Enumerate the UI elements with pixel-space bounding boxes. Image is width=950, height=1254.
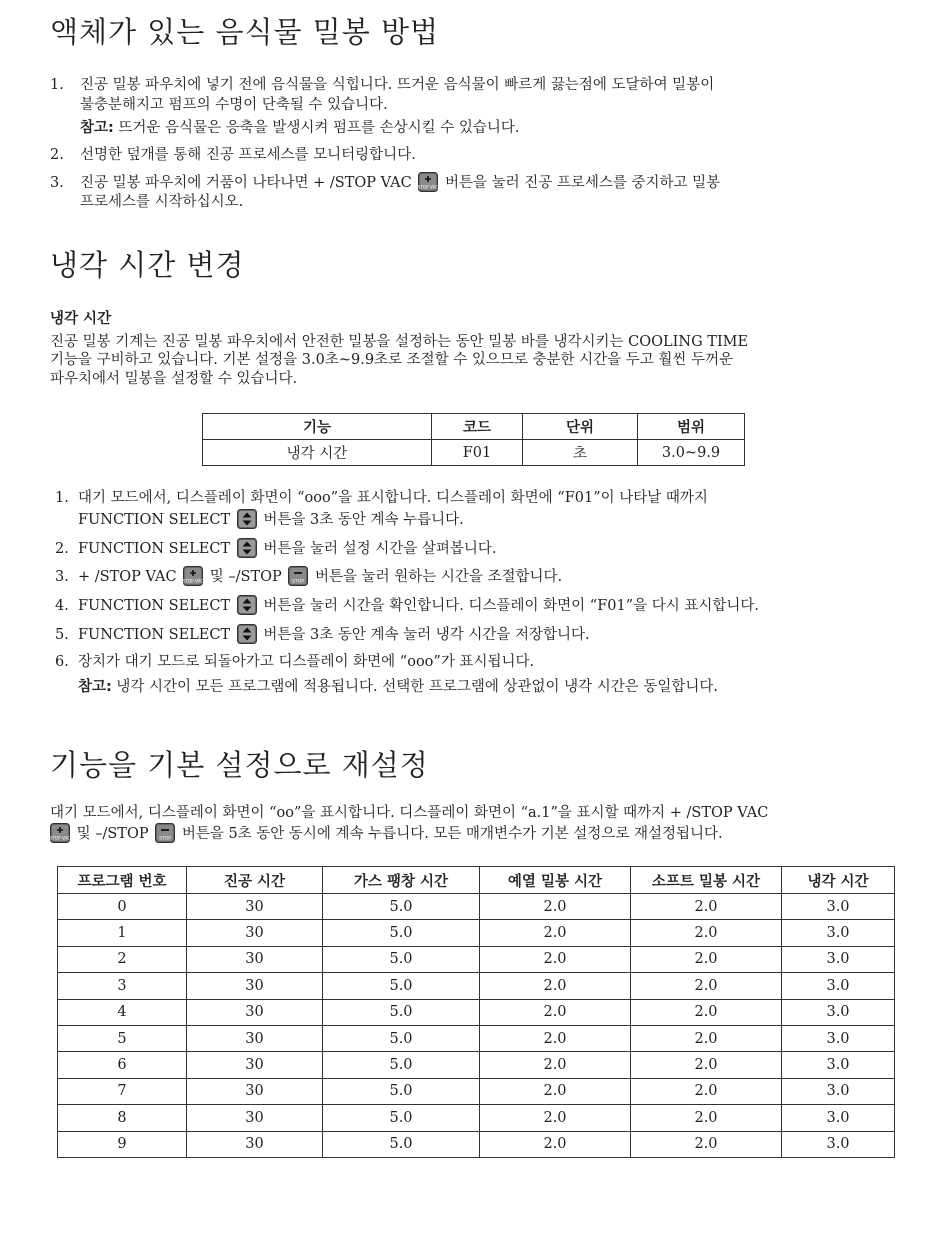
table-body <box>58 894 895 1158</box>
table-cell: 2.0 <box>480 1052 631 1078</box>
table-cell: 30 <box>187 894 323 920</box>
note-text: 냉각 시간이 모든 프로그램에 적용됩니다. 선택한 프로그램에 상관없이 냉각 시간은 동일합니다. <box>116 679 719 695</box>
note-label: 참고: <box>80 120 114 136</box>
table-cell: 30 <box>187 1105 323 1131</box>
section-title-cooling-time: 냉각 시간 변경 <box>50 248 245 282</box>
header-cell: 프로그램 번호 <box>58 867 187 894</box>
table-row <box>58 920 895 946</box>
header-cell: 범위 <box>638 414 745 440</box>
table-cell: 30 <box>187 1131 323 1157</box>
table-row <box>58 999 895 1025</box>
table-cell: 2.0 <box>480 1105 631 1131</box>
table-header-row <box>58 867 895 894</box>
table-row <box>58 1078 895 1104</box>
table-cell: 5.0 <box>323 894 480 920</box>
step-text: 및 –/STOP <box>209 569 282 585</box>
paragraph-text: 및 –/STOP <box>76 826 149 842</box>
table-cell: 3.0 <box>782 1025 895 1051</box>
table-cell: 0 <box>58 894 187 920</box>
table-cell: 3.0 <box>782 1131 895 1157</box>
item-number: 3. <box>50 175 64 191</box>
table-cell: 2.0 <box>631 1052 782 1078</box>
table-cell: 2.0 <box>480 1078 631 1104</box>
step-text: + /STOP VAC <box>78 569 177 585</box>
table-cell: 30 <box>187 973 323 999</box>
step-item <box>55 624 590 645</box>
table-cell: 8 <box>58 1105 187 1131</box>
item-text: 진공 밀봉 파우치에 넣기 전에 음식물을 식힙니다. 뜨거운 음식물이 빠르게 끓는점에 도달하여 밀봉이 <box>80 77 715 93</box>
table-cell: 3.0 <box>782 999 895 1025</box>
cooling-time-table <box>202 413 745 466</box>
table-cell: 2.0 <box>631 1078 782 1104</box>
table-cell: 2.0 <box>480 920 631 946</box>
step-item <box>55 566 562 587</box>
table-cell: 2.0 <box>631 973 782 999</box>
step-number: 1. <box>55 490 69 506</box>
table-cell: 5.0 <box>323 973 480 999</box>
header-cell: 단위 <box>523 414 638 440</box>
plus-stop-vac-button-icon <box>183 566 203 586</box>
function-select-button-icon <box>237 538 257 558</box>
table-cell: 3.0 <box>782 1105 895 1131</box>
step-text-continued <box>78 509 464 530</box>
table-cell: 2.0 <box>631 920 782 946</box>
header-cell: 소프트 밀봉 시간 <box>631 867 782 894</box>
table-cell: 30 <box>187 920 323 946</box>
table-cell: 2.0 <box>480 1025 631 1051</box>
step-text: 버튼을 눌러 설정 시간을 살펴봅니다. <box>263 541 497 557</box>
step-text: 장치가 대기 모드로 되돌아가고 디스플레이 화면에 “ooo”가 표시됩니다. <box>78 654 535 670</box>
function-select-button-icon <box>237 595 257 615</box>
table-cell: 5.0 <box>323 1078 480 1104</box>
table-cell: 2.0 <box>480 894 631 920</box>
step-text: FUNCTION SELECT <box>78 627 231 643</box>
table-cell: 30 <box>187 1025 323 1051</box>
paragraph-text: 버튼을 5초 동안 동시에 계속 누릅니다. 모든 매개변수가 기본 설정으로 재설정됩니다. <box>181 826 723 842</box>
table-cell: 5.0 <box>323 946 480 972</box>
note-text: 뜨거운 음식물은 응축을 발생시켜 펌프를 손상시킬 수 있습니다. <box>118 120 520 136</box>
function-select-button-icon <box>237 509 257 529</box>
step-item <box>55 652 534 672</box>
table-cell: 6 <box>58 1052 187 1078</box>
subsection-title: 냉각 시간 <box>50 311 112 327</box>
header-cell: 냉각 시간 <box>782 867 895 894</box>
step-number: 6. <box>55 654 69 670</box>
step-number: 3. <box>55 569 69 585</box>
table-cell: 3.0~9.9 <box>638 440 745 466</box>
table-cell: 2.0 <box>631 1131 782 1157</box>
table-cell: 2.0 <box>480 946 631 972</box>
table-cell: 3 <box>58 973 187 999</box>
table-row <box>58 1131 895 1157</box>
paragraph-line: 기능을 구비하고 있습니다. 기본 설정을 3.0초~9.9초로 조절할 수 있으므로 충분한 시간을 두고 훨씬 두꺼운 <box>50 352 734 368</box>
plus-stop-vac-button-icon <box>418 172 438 192</box>
table-cell: 1 <box>58 920 187 946</box>
minus-stop-button-icon <box>288 566 308 586</box>
table-cell: 2.0 <box>631 1105 782 1131</box>
table-cell: 2.0 <box>480 999 631 1025</box>
step-item <box>55 488 708 508</box>
header-cell: 코드 <box>432 414 523 440</box>
step-text: 버튼을 3초 동안 계속 누릅니다. <box>263 512 464 528</box>
table-cell: 5.0 <box>323 920 480 946</box>
table-cell: 30 <box>187 946 323 972</box>
note-label: 참고: <box>78 679 112 695</box>
table-row <box>58 894 895 920</box>
table-row <box>58 1052 895 1078</box>
table-row <box>58 1105 895 1131</box>
list-item <box>50 172 720 193</box>
step-text: 버튼을 눌러 시간을 확인합니다. 디스플레이 화면이 “F01”을 다시 표시합니다. <box>263 598 760 614</box>
table-cell: 5 <box>58 1025 187 1051</box>
table-cell: 5.0 <box>323 1131 480 1157</box>
table-cell: 5.0 <box>323 1025 480 1051</box>
section-title-liquid-sealing: 액체가 있는 음식물 밀봉 방법 <box>50 15 440 49</box>
default-settings-table <box>57 866 895 1158</box>
item-text-continued: 프로세스를 시작하십시오. <box>80 194 244 210</box>
paragraph-line: 대기 모드에서, 디스플레이 화면이 “oo”을 표시합니다. 디스플레이 화면이 “a.1”을 표시할 때까지 + /STOP VAC <box>50 805 769 821</box>
item-number: 1. <box>50 77 64 93</box>
table-cell: 5.0 <box>323 1052 480 1078</box>
table-cell: 3.0 <box>782 1052 895 1078</box>
minus-stop-button-icon <box>155 823 175 843</box>
table-cell: 9 <box>58 1131 187 1157</box>
table-cell: 30 <box>187 1052 323 1078</box>
table-cell: 30 <box>187 1078 323 1104</box>
table-row <box>58 1025 895 1051</box>
step-text: FUNCTION SELECT <box>78 512 231 528</box>
item-text: 선명한 덮개를 통해 진공 프로세스를 모니터링합니다. <box>80 147 416 163</box>
step-number: 4. <box>55 598 69 614</box>
step-number: 2. <box>55 541 69 557</box>
table-cell: 30 <box>187 999 323 1025</box>
list-item <box>50 145 416 165</box>
paragraph-line: 진공 밀봉 기계는 진공 밀봉 파우치에서 안전한 밀봉을 설정하는 동안 밀봉 바를 냉각시키는 COOLING TIME <box>50 334 749 350</box>
table-header-row <box>203 414 745 440</box>
table-cell: 5.0 <box>323 999 480 1025</box>
table-cell: 초 <box>523 440 638 466</box>
item-text-continued: 불충분해지고 펌프의 수명이 단축될 수 있습니다. <box>80 97 388 113</box>
note <box>80 118 519 138</box>
item-text: 버튼을 눌러 진공 프로세스를 중지하고 밀봉 <box>444 175 721 191</box>
table-cell: 4 <box>58 999 187 1025</box>
paragraph-line: 파우치에서 밀봉을 설정할 수 있습니다. <box>50 371 298 387</box>
table-row <box>203 440 745 466</box>
table-row <box>58 973 895 999</box>
plus-stop-vac-button-icon <box>50 823 70 843</box>
list-item <box>50 75 714 95</box>
function-select-button-icon <box>237 624 257 644</box>
step-text: FUNCTION SELECT <box>78 598 231 614</box>
step-text: FUNCTION SELECT <box>78 541 231 557</box>
table-cell: 3.0 <box>782 973 895 999</box>
step-text: 대기 모드에서, 디스플레이 화면이 “ooo”을 표시합니다. 디스플레이 화면에 “F01”이 나타날 때까지 <box>78 490 708 506</box>
table-cell: 3.0 <box>782 946 895 972</box>
item-text: 진공 밀봉 파우치에 거품이 나타나면 + /STOP VAC <box>80 175 412 191</box>
header-cell: 예열 밀봉 시간 <box>480 867 631 894</box>
table-cell: 2.0 <box>631 1025 782 1051</box>
step-text: 버튼을 3초 동안 계속 눌러 냉각 시간을 저장합니다. <box>263 627 590 643</box>
table-cell: 3.0 <box>782 920 895 946</box>
table-cell: 7 <box>58 1078 187 1104</box>
step-item <box>55 595 759 616</box>
table-cell: 냉각 시간 <box>203 440 432 466</box>
step-item <box>55 538 497 559</box>
step-number: 5. <box>55 627 69 643</box>
section-title-reset-defaults: 기능을 기본 설정으로 재설정 <box>50 748 429 782</box>
table-cell: F01 <box>432 440 523 466</box>
table-cell: 2.0 <box>480 973 631 999</box>
header-cell: 진공 시간 <box>187 867 323 894</box>
table-cell: 3.0 <box>782 1078 895 1104</box>
table-cell: 2.0 <box>631 946 782 972</box>
table-cell: 5.0 <box>323 1105 480 1131</box>
table-cell: 2.0 <box>631 894 782 920</box>
item-number: 2. <box>50 147 64 163</box>
step-text: 버튼을 눌러 원하는 시간을 조절합니다. <box>315 569 563 585</box>
note <box>78 677 718 697</box>
header-cell: 기능 <box>203 414 432 440</box>
table-cell: 2 <box>58 946 187 972</box>
paragraph-line <box>50 823 723 844</box>
table-row <box>58 946 895 972</box>
table-cell: 2.0 <box>480 1131 631 1157</box>
table-cell: 2.0 <box>631 999 782 1025</box>
table-cell: 3.0 <box>782 894 895 920</box>
header-cell: 가스 팽창 시간 <box>323 867 480 894</box>
